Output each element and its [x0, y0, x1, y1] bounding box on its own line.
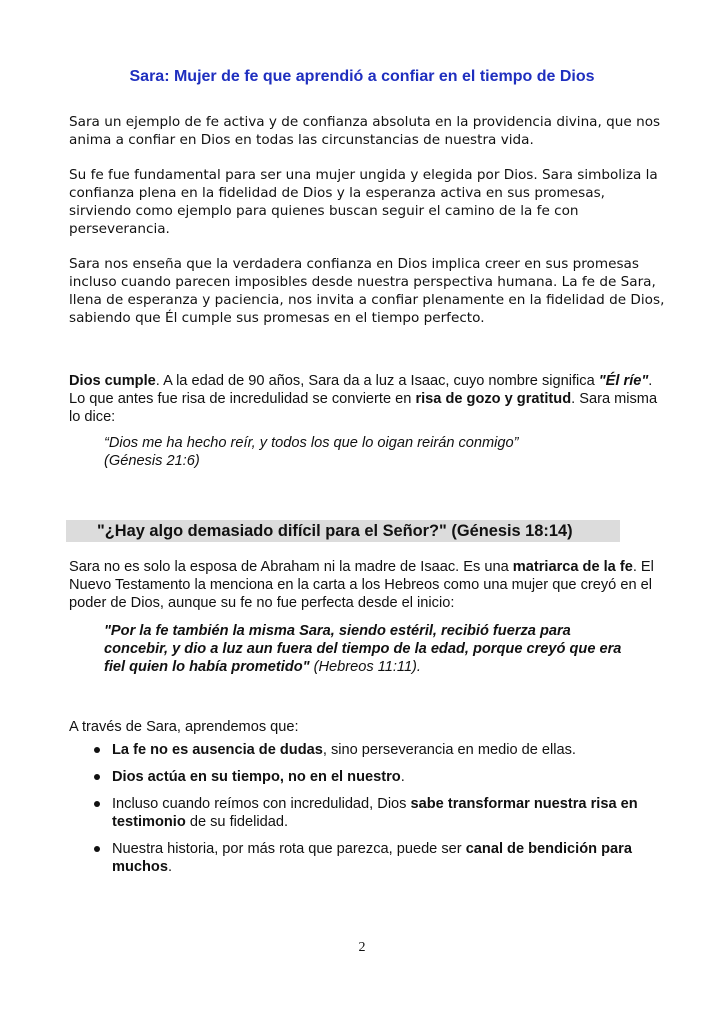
genesis-21-quote-text: “Dios me ha hecho reír, y todos los que lo oigan reirán conmigo”	[104, 435, 519, 451]
matriarca-text-2: . El Nuevo Testamento la menciona en la carta a los Hebreos como una mujer que creyó en el poder de Dios, aunque su fe no fue perfecta desde el inicio:	[69, 559, 658, 611]
document-title: Sara: Mujer de fe que aprendió a confiar en el tiempo de Dios	[129, 68, 595, 85]
lesson-text: de su fidelidad.	[185, 814, 289, 830]
paragraph-fe-fundamental: Su fe fue fundamental para ser una mujer ungida y elegida por Dios. Sara simboliza la confianza plena en la fidelidad de Dios y la esperanza activa en sus promesas, sirviendo como ejemplo para quienes buscan seguir el camino de la fe con perseverancia.	[69, 167, 658, 237]
risa-de-gozo-phrase: risa de gozo y gratitud	[415, 391, 572, 407]
lesson-bold: La fe no es ausencia de dudas	[112, 742, 323, 758]
section-banner-heading: "¿Hay algo demasiado difícil para el Señor?" (Génesis 18:14)	[97, 522, 573, 540]
hebreos-11-reference: (Hebreos 11:11).	[309, 659, 421, 675]
bullet-icon	[94, 747, 100, 753]
lesson-text: Incluso cuando reímos con incredulidad, Dios	[112, 796, 411, 812]
genesis-21-quote	[104, 434, 664, 470]
dios-cumple-text-2: . Lo que antes fue risa de incredulidad se convierte en	[69, 373, 657, 407]
page-number: 2	[358, 940, 366, 955]
dios-cumple-text-1: . A la edad de 90 años, Sara da a luz a Isaac, cuyo nombre significa	[155, 373, 599, 389]
list-item	[69, 768, 669, 786]
paragraph-dios-cumple	[69, 372, 669, 426]
paragraph-intro: Sara un ejemplo de fe activa y de confianza absoluta en la providencia divina, que nos anima a confiar en Dios en todas las circunstancias de nuestra vida.	[69, 114, 661, 148]
hebreos-11-quote	[104, 622, 624, 676]
hebreos-11-quote-text: "Por la fe también la misma Sara, siendo estéril, recibió fuerza para concebir, y dio a luz aun fuera del tiempo de la edad, porque creyó que era fiel quien lo había prometido"	[104, 623, 622, 675]
bullet-icon	[94, 846, 100, 852]
matriarca-de-la-fe-phrase: matriarca de la fe	[512, 559, 633, 575]
bullet-icon	[94, 774, 100, 780]
list-item	[69, 741, 669, 759]
list-item	[69, 795, 669, 831]
lesson-text: Nuestra historia, por más rota que parezca, puede ser	[112, 841, 466, 857]
lessons-list	[69, 741, 669, 885]
dios-cumple-text-3: . Sara misma lo dice:	[69, 391, 662, 425]
lessons-intro: A través de Sara, aprendemos que:	[69, 719, 299, 735]
matriarca-text-1: Sara no es solo la esposa de Abraham ni la madre de Isaac. Es una	[69, 559, 513, 575]
lesson-text: .	[400, 769, 405, 785]
bullet-icon	[94, 801, 100, 807]
lesson-text: , sino perseverancia en medio de ellas.	[322, 742, 576, 758]
list-item	[69, 840, 669, 876]
el-rie-phrase: "Él ríe"	[598, 373, 649, 389]
lesson-bold: sabe transformar nuestra risa en testimonio	[112, 796, 638, 830]
lesson-text: .	[167, 859, 173, 875]
genesis-21-reference: (Génesis 21:6)	[104, 453, 200, 469]
lesson-bold: canal de bendición para muchos	[112, 841, 632, 875]
lesson-bold: Dios actúa en su tiempo, no en el nuestro	[112, 769, 401, 785]
dios-cumple-lead: Dios cumple	[69, 373, 156, 389]
paragraph-matriarca	[69, 558, 669, 612]
paragraph-confianza: Sara nos enseña que la verdadera confianza en Dios implica creer en sus promesas incluso cuando parecen imposibles desde nuestra perspectiva humana. La fe de Sara, llena de esperanza y paciencia, nos invita a confiar plenamente en la fidelidad de Dios, sabiendo que Él cumple sus promesas en el tiempo perfecto.	[69, 256, 665, 326]
